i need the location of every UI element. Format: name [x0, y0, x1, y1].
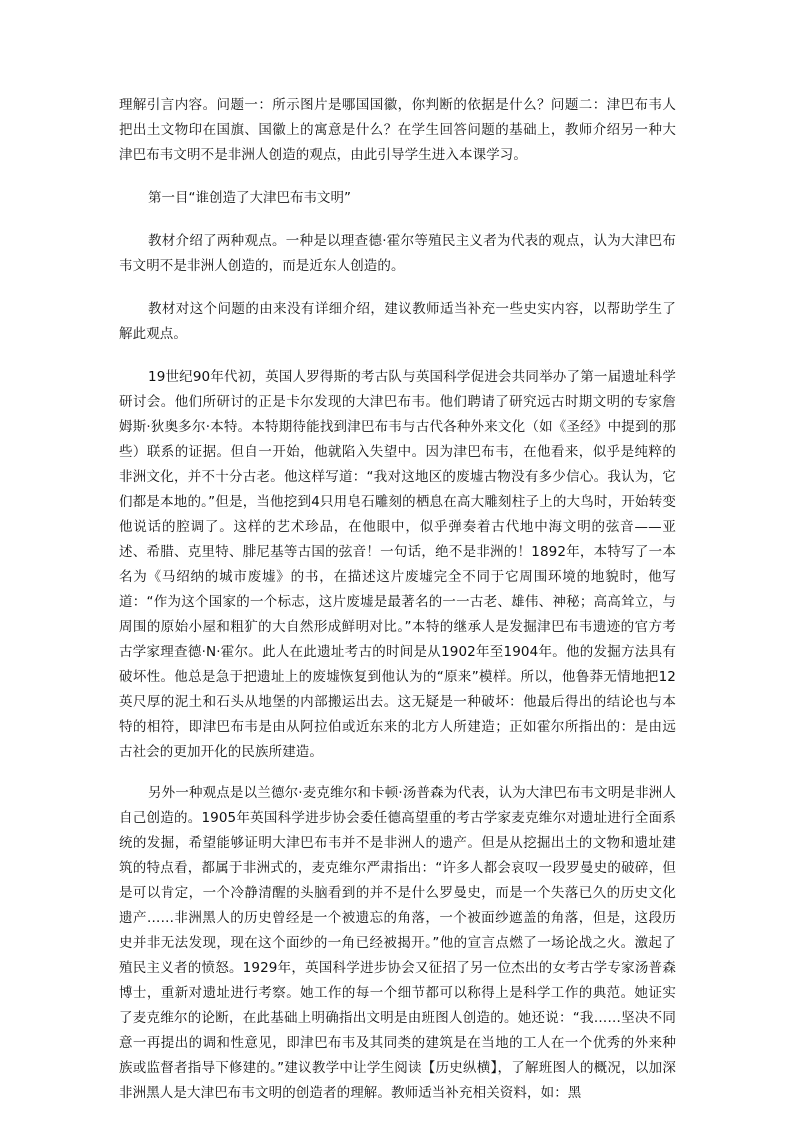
- section-heading: 第一目“谁创造了大津巴布韦文明”: [148, 190, 351, 206]
- paragraph-history-bent-hall: 19世纪90年代初，英国人罗得斯的考古队与英国科学促进会共同举办了第一届遗址科学研讨会。他们所研讨的正是卡尔发现的大津巴布韦。他们聘请了研究远古时期文明的专家詹姆斯·狄奥多尔·本特。本特期待能找到津巴布韦与古代各种外来文化（如《圣经》中提到的那些）联系的证据。但自一开始，他就陷入失望中。因为津巴布韦，在他看来，似乎是纯粹的非洲文化，并不十分古老。他这样写道：“我对这地区的废墟古物没有多少信心。我认为，它们都是本地的。”但是，当他挖到4只用皂石雕刻的栖息在高大雕刻柱子上的大鸟时，开始转变他说话的腔调了。这样的艺术珍品，在他眼中，似乎弹奏着古代地中海文明的弦音——亚述、希腊、克里特、腓尼基等古国的弦音！一句话，绝不是非洲的！1892年，本特写了一本名为《马绍纳的城市废墟》的书，在描述这片废墟完全不同于它周围环境的地貌时，他写道：“作为这个国家的一个标志，这片废墟是最著名的一一古老、雄伟、神秘；高高耸立，与周围的原始小屋和粗犷的大自然形成鲜明对比。”本特的继承人是发掘津巴布韦遗迹的官方考古学家理查德·N·霍尔。此人在此遗址考古的时间是从1902年至1904年。他的发掘方法具有破坏性。他总是急于把遗址上的废墟恢复到他认为的“原来”模样。所以，他鲁莽无情地把12英尺厚的泥土和石头从地堡的内部搬运出去。这无疑是一种破坏：他最后得出的结论也与本特的相符，即津巴布韦是由从阿拉伯或近东来的北方人所建造；正如霍尔所指出的：是由远古社会的更加开化的民族所建造。: [119, 369, 676, 760]
- paragraph-maciver-thompson: 另外一种观点是以兰德尔·麦克维尔和卡顿·汤普森为代表，认为大津巴布韦文明是非洲人自己创造的。1905年英国科学进步协会委任德高望重的考古学家麦克维尔对遗址进行全面系统的发掘，希望能够证明大津巴布韦并不是非洲人的遗产。但是从挖掘出土的文物和遗址建筑的特点看，都属于非洲式的，麦克维尔严肃指出：“许多人都会哀叹一段罗曼史的破碎，但是可以肯定，一个冷静清醒的头脑看到的并不是什么罗曼史，而是一个失落已久的历史文化遗产……非洲黑人的历史曾经是一个被遗忘的角落，一个被面纱遮盖的角落，但是，这段历史并非无法发现，现在这个面纱的一角已经被揭开。”他的宣言点燃了一场论战之火。激起了殖民主义者的愤怒。1929年，英国科学进步协会又征招了另一位杰出的女考古学专家汤普森博士，重新对遗址进行考察。她工作的每一个细节都可以称得上是科学工作的典范。她证实了麦克维尔的论断，在此基础上明确指出文明是由班图人创造的。她还说：“我……坚决不同意一再提出的调和性意见，即津巴布韦及其同类的建筑是在当地的工人在一个优秀的外来种族或监督者指导下修建的。”建议教学中让学生阅读【历史纵横】，了解班图人的概况，以加深非洲黑人是大津巴布韦文明的创造者的理解。教师适当补充相关资料，如：黑: [119, 785, 676, 1101]
- document-page: [119, 93, 676, 1106]
- paragraph-intro: 理解引言内容。问题一：所示图片是哪国国徽，你判断的依据是什么？问题二：津巴布韦人把出土文物印在国旗、国徽上的寓意是什么？在学生回答问题的基础上，教师介绍另一种大津巴布韦文明不是非洲人创造的观点，由此引导学生进入本课学习。: [119, 97, 676, 163]
- paragraph-suggestion: 教材对这个问题的由来没有详细介绍，建议教师适当补充一些史实内容，以帮助学生了解此观点。: [119, 301, 676, 342]
- paragraph-two-views: 教材介绍了两种观点。一种是以理查德·霍尔等殖民主义者为代表的观点，认为大津巴布韦文明不是非洲人创造的，而是近东人创造的。: [119, 233, 676, 274]
